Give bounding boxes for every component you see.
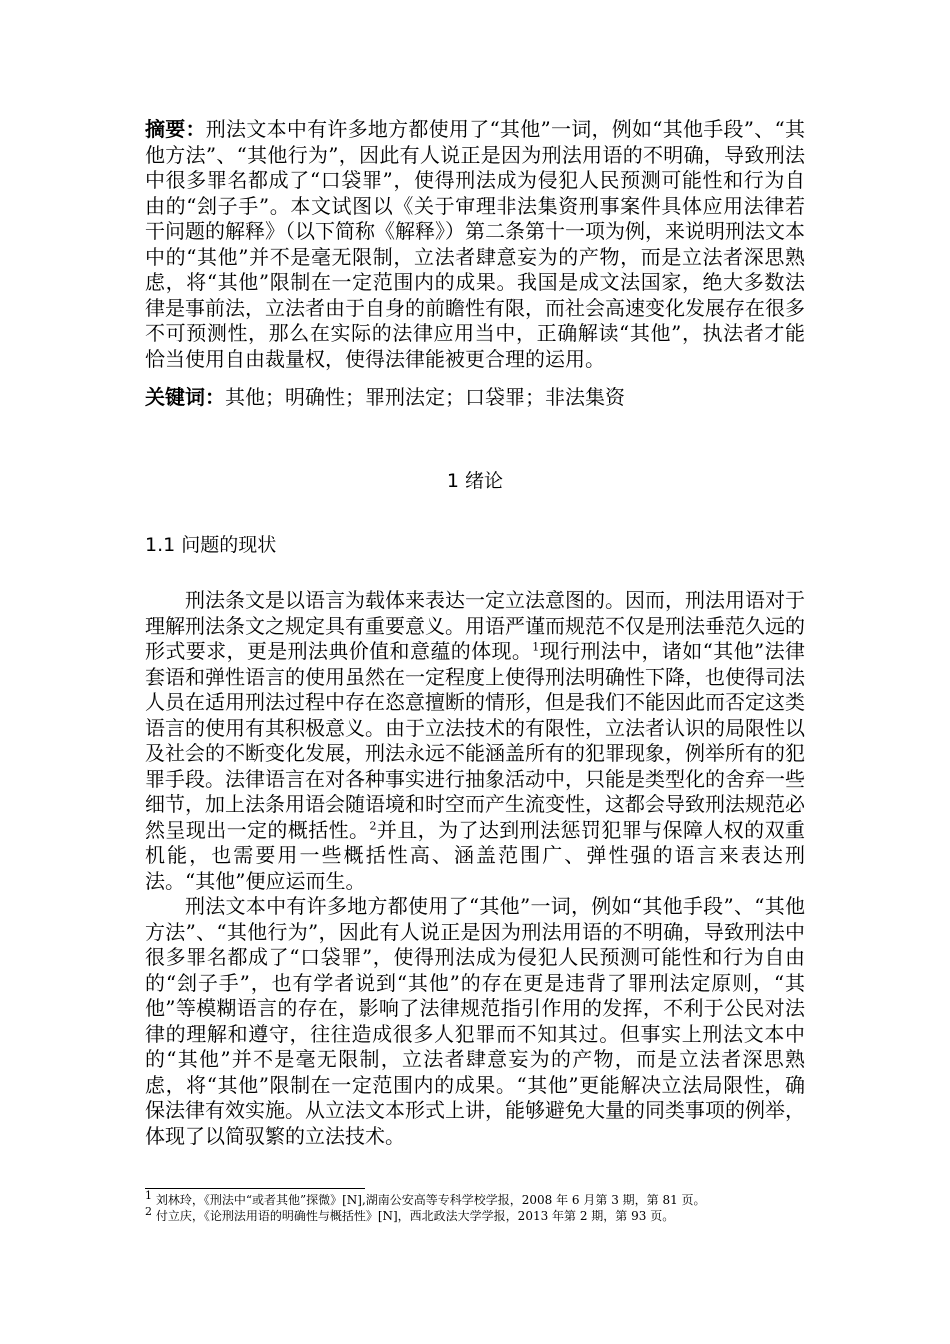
keywords-text: 其他；明确性；罪刑法定；口袋罪；非法集资 [225, 385, 625, 409]
chapter-title: 1 绪论 [446, 470, 504, 492]
body-text [145, 588, 805, 1149]
abstract-text: 刑法文本中有许多地方都使用了“其他”一词，例如“其他手段”、“其他方法”、“其他行为”，因此有人说正是因为刑法用语的不明确，导致刑法中很多罪名都成了“口袋罪”，使得刑法成为侵犯人民预测可能性和行为自由的“刽子手”。本文试图以《关于审理非法集资刑事案件具体应用法律若干问题的解释》（以下简称《解释》）第二条第十一项为例，来说明刑法文本中的“其他”并不是毫无限制，立法者肆意妄为的产物，而是立法者深思熟虑，将“其他”限制在一定范围内的成果。我国是成文法国家，绝大多数法律是事前法，立法者由于自身的前瞻性有限，而社会高速变化发展存在很多不可预测性，那么在实际的法律应用当中，正确解读“其他”，执法者才能恰当使用自由裁量权，使得法律能被更合理的运用。 [145, 117, 806, 371]
footnote-1 [145, 1189, 805, 1208]
footnotes [145, 1189, 805, 1224]
abstract-label: 摘要： [145, 117, 206, 141]
paragraph-1 [145, 588, 805, 894]
paragraph-1-part2: 现行刑法中，诸如“其他”法律套语和弹性语言的使用虽然在一定程度上使得刑法明确性下降，也使得司法人员在适用刑法过程中存在恣意擅断的情形，但是我们不能因此而否定这类语言的使用有其积极意义。由于立法技术的有限性，立法者认识的局限性以及社会的不断变化发展，刑法永远不能涵盖所有的犯罪现象，例举所有的犯罪手段。法律语言在对各种事实进行抽象活动中，只能是类型化的舍弃一些细节，加上法条用语会随语境和时空而产生流变性，这都会导致刑法规范必然呈现出一定的概括性。 [145, 639, 806, 842]
footnote-mark-1: 1 [145, 1189, 152, 1202]
section-title: 1.1 问题的现状 [145, 534, 277, 556]
footnote-mark-2: 2 [145, 1205, 152, 1218]
footnote-text-2: 付立庆，《论刑法用语的明确性与概括性》[N]，西北政法大学学报，2013 年第 2 期，第 93 页。 [152, 1209, 675, 1223]
footnote-ref-1[interactable]: 1 [532, 640, 540, 654]
footnote-2 [145, 1205, 805, 1224]
paragraph-1-part3: 并且，为了达到刑法惩罚犯罪与保障人权的双重机能，也需要用一些概括性高、涵盖范围广、弹性强的语言来表达刑法。“其他”便应运而生。 [145, 817, 805, 893]
paragraph-1-part1: 刑法条文是以语言为载体来表达一定立法意图的。因而，刑法用语对于理解刑法条文之规定具有重要意义。用语严谨而规范不仅是刑法垂范久远的形式要求，更是刑法典价值和意蕴的体现。 [145, 588, 805, 663]
keywords-label: 关键词： [145, 385, 225, 409]
abstract [145, 117, 805, 372]
paragraph-2: 刑法文本中有许多地方都使用了“其他”一词，例如“其他手段”、“其他方法”、“其他行为”，因此有人说正是因为刑法用语的不明确，导致刑法中很多罪名都成了“口袋罪”，使得刑法成为侵犯人民预测可能性和行为自由的“刽子手”，也有学者说到“其他”的存在更是违背了罪刑法定原则，“其他”等模糊语言的存在，影响了法律规范指引作用的发挥，不利于公民对法律的理解和遵守，往往造成很多人犯罪而不知其过。但事实上刑法文本中的“其他”并不是毫无限制，立法者肆意妄为的产物，而是立法者深思熟虑，将“其他”限制在一定范围内的成果。“其他”更能解决立法局限性，确保法律有效实施。从立法文本形式上讲，能够避免大量的同类事项的例举，体现了以简驭繁的立法技术。 [145, 894, 805, 1148]
footnote-text-1: 刘林玲，《刑法中“或者其他”探微》[N],湖南公安高等专科学校学报，2008 年 6 月第 3 期，第 81 页。 [152, 1193, 706, 1207]
keywords [145, 385, 805, 411]
footnote-ref-2[interactable]: 2 [369, 818, 377, 832]
footnote-divider [145, 1188, 365, 1189]
